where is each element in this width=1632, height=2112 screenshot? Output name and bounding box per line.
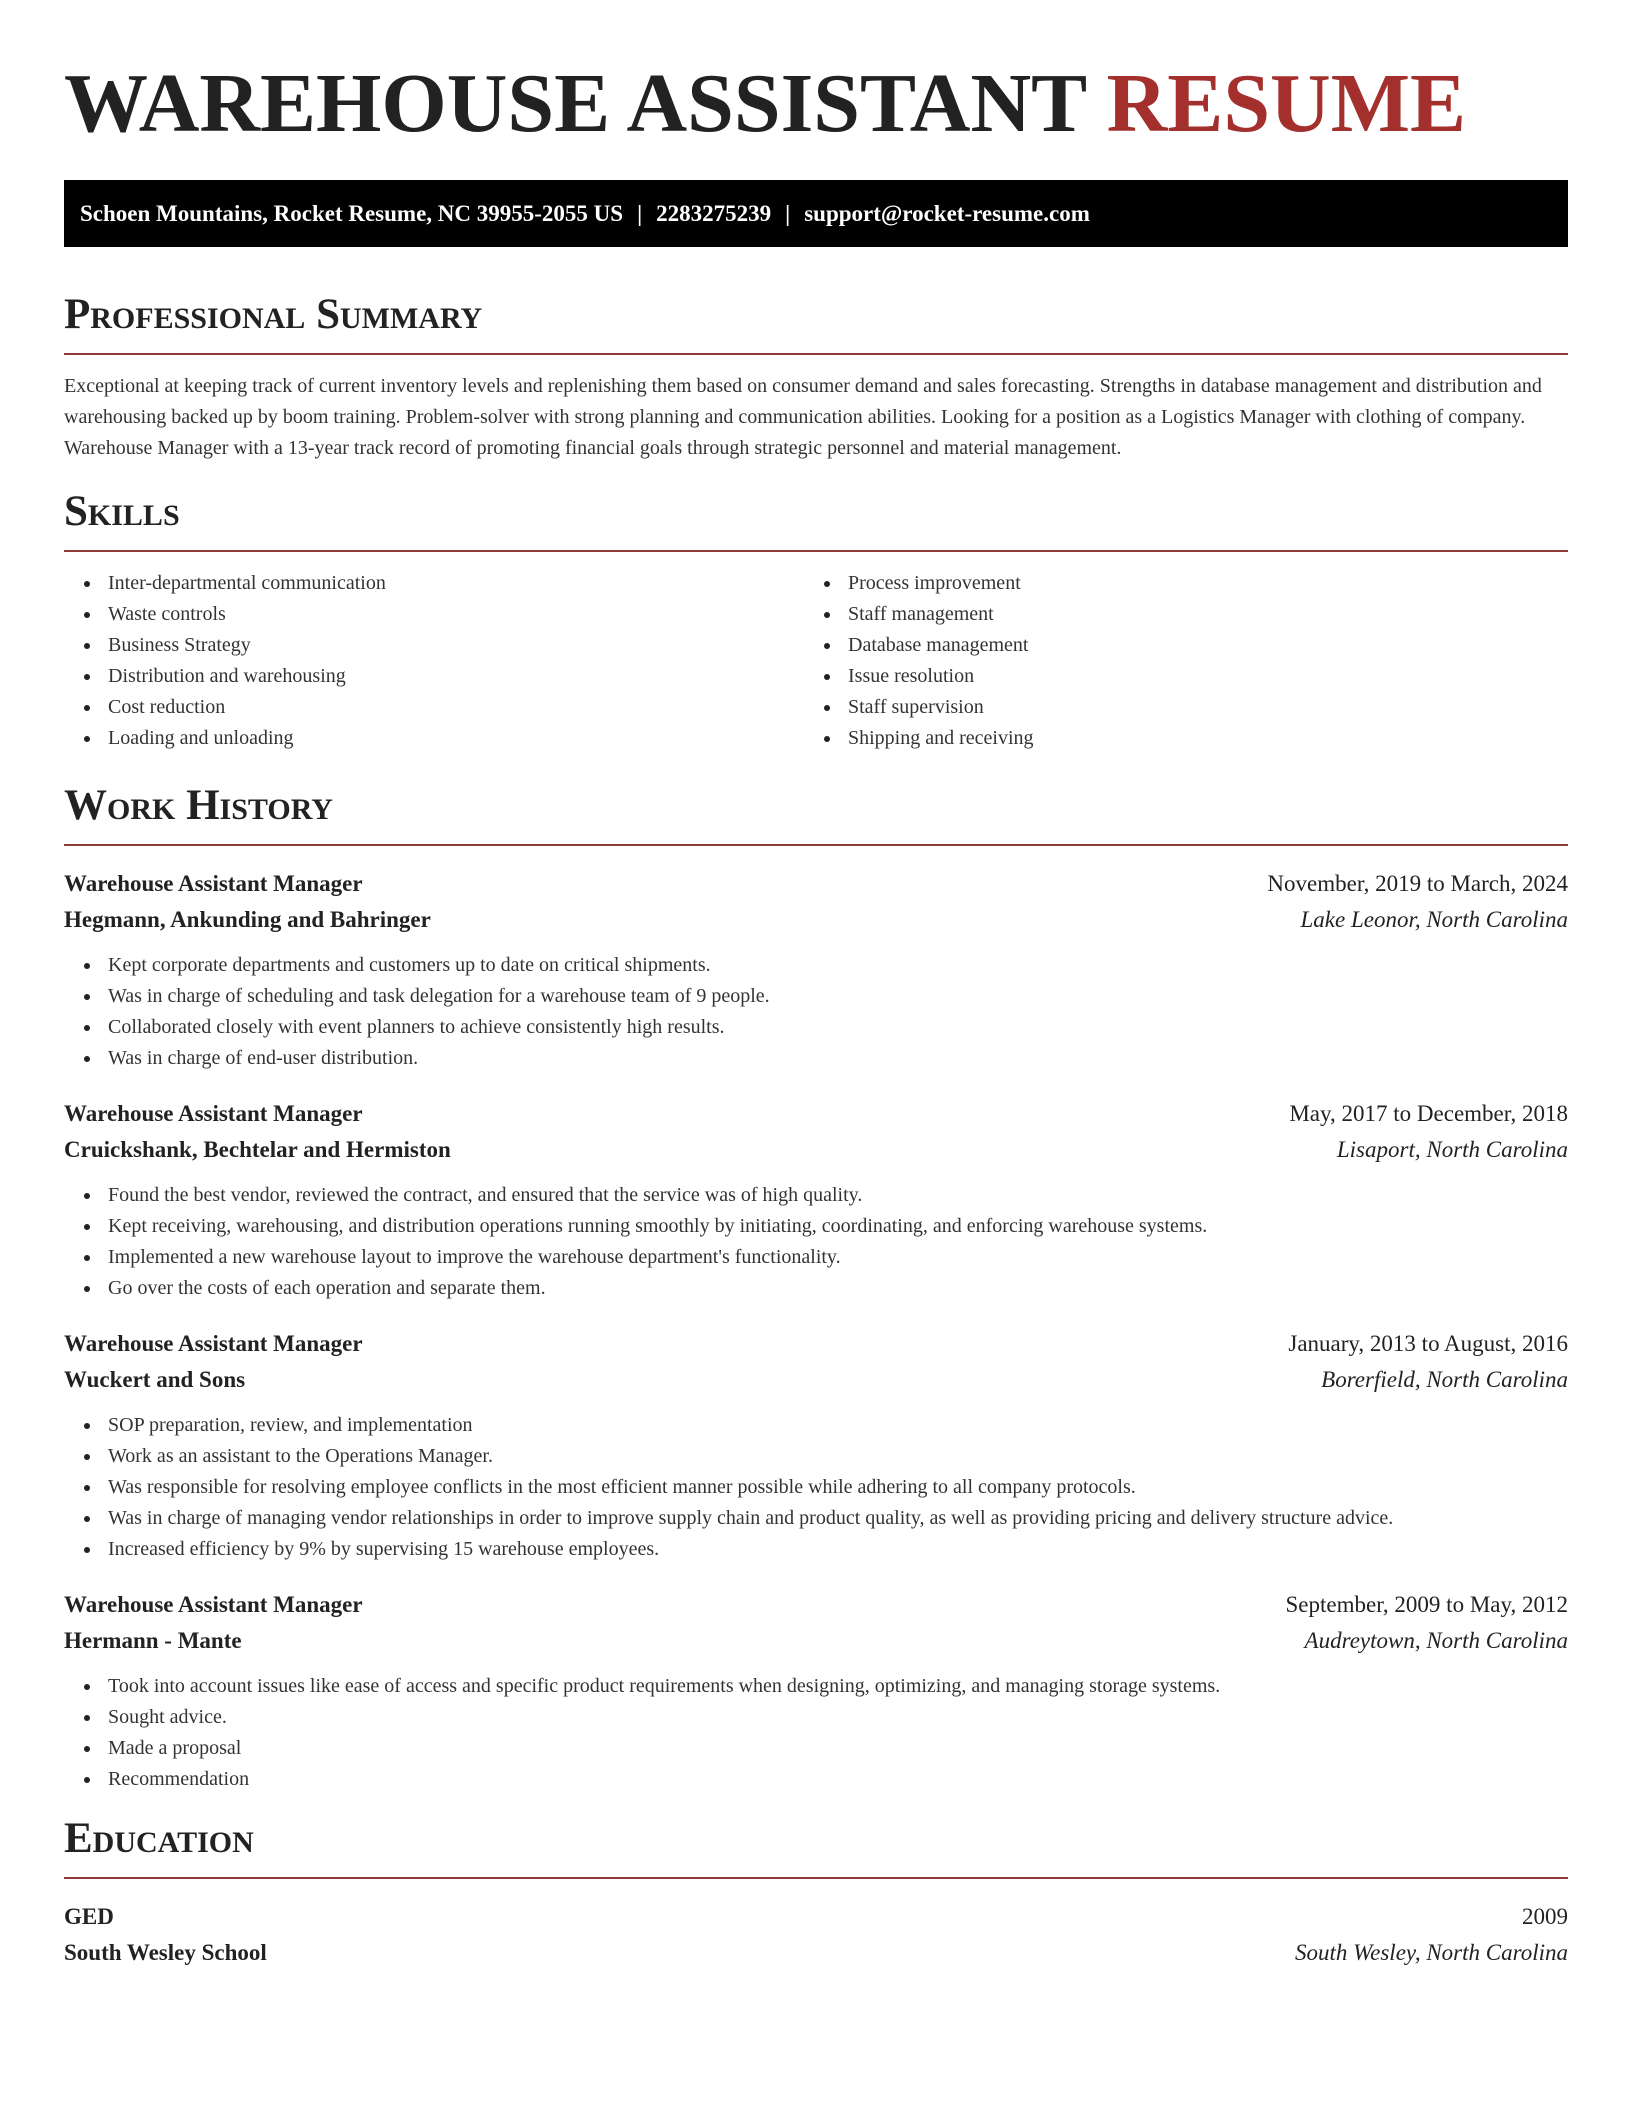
education-location: South Wesley, North Carolina [1294,1940,1568,1965]
education-school: South Wesley School [64,1940,267,1965]
job-bullets [64,950,1568,1074]
title-accent: RESUME [1106,57,1467,150]
education-year: 2009 [1522,1904,1568,1929]
job-bullets [64,1671,1568,1795]
job-bullet: Collaborated closely with event planners to achieve consistently high results. [64,1012,1568,1043]
job-title: Warehouse Assistant Manager [64,1101,363,1126]
skill-item: Distribution and warehousing [64,661,804,692]
job-bullet: Was in charge of end-user distribution. [64,1043,1568,1074]
job-entry [64,866,1568,1074]
job-company-row [64,1132,1568,1168]
job-bullet: Took into account issues like ease of access and specific product requirements when designing, optimizing, and managing storage systems. [64,1671,1568,1702]
education-entry [64,1899,1568,1971]
job-bullet: Go over the costs of each operation and separate them. [64,1273,1568,1304]
skill-item: Database management [804,630,1544,661]
job-title-row [64,1096,1568,1132]
job-entry [64,1587,1568,1795]
job-bullet: Recommendation [64,1764,1568,1795]
job-bullet: Was in charge of managing vendor relationships in order to improve supply chain and product quality, as well as providing pricing and delivery structure advice. [64,1503,1568,1534]
job-location: Lake Leonor, North Carolina [1300,907,1568,932]
job-location: Borerfield, North Carolina [1321,1367,1568,1392]
education-degree-row [64,1899,1568,1935]
job-bullet: Kept receiving, warehousing, and distribution operations running smoothly by initiating, coordinating, and enforcing warehouse systems. [64,1211,1568,1242]
title-main: WAREHOUSE ASSISTANT [64,57,1086,150]
skill-item: Business Strategy [64,630,804,661]
skill-item: Inter-departmental communication [64,568,804,599]
job-title-row [64,1587,1568,1623]
contact-address: Schoen Mountains, Rocket Resume, NC 39955-2055 US [80,201,624,226]
job-bullet: Was responsible for resolving employee conflicts in the most efficient manner possible while adhering to all company protocols. [64,1472,1568,1503]
job-dates: May, 2017 to December, 2018 [1289,1101,1568,1126]
skill-item: Process improvement [804,568,1544,599]
job-dates: November, 2019 to March, 2024 [1267,871,1568,896]
job-company: Cruickshank, Bechtelar and Hermiston [64,1137,451,1162]
job-title-row [64,1326,1568,1362]
education-school-row [64,1935,1568,1971]
summary-section [64,291,1568,464]
resume-page [64,0,1568,1971]
job-bullets [64,1180,1568,1304]
skill-item: Issue resolution [804,661,1544,692]
job-location: Audreytown, North Carolina [1304,1628,1568,1653]
job-bullet: Sought advice. [64,1702,1568,1733]
job-dates: January, 2013 to August, 2016 [1288,1331,1568,1356]
job-title: Warehouse Assistant Manager [64,1331,363,1356]
job-bullet: Implemented a new warehouse layout to improve the warehouse department's functionality. [64,1242,1568,1273]
job-location: Lisaport, North Carolina [1336,1137,1568,1162]
job-company-row [64,1362,1568,1398]
job-bullet: Kept corporate departments and customers up to date on critical shipments. [64,950,1568,981]
job-bullet: Increased efficiency by 9% by supervising 15 warehouse employees. [64,1534,1568,1565]
job-title: Warehouse Assistant Manager [64,1592,363,1617]
job-company-row [64,1623,1568,1659]
job-bullets [64,1410,1568,1565]
skill-item: Loading and unloading [64,723,804,754]
contact-bar [64,180,1568,247]
skill-item: Cost reduction [64,692,804,723]
skills-right-list [804,568,1544,754]
skills-heading: Skills [64,488,1568,552]
skill-item: Shipping and receiving [804,723,1544,754]
job-title-row [64,866,1568,902]
summary-text: Exceptional at keeping track of current inventory levels and replenishing them based on consumer demand and sales forecasting. Strengths in database management and distribution and warehousing backed up by boom training. Problem-solver with strong planning and communication abilities. Looking for a position as a Logistics Manager with clothing of company. Warehouse Manager with a 13-year track record of promoting financial goals through strategic personnel and material management. [64,375,1542,459]
jobs-list [64,866,1568,1795]
job-title: Warehouse Assistant Manager [64,871,363,896]
job-company: Hegmann, Ankunding and Bahringer [64,907,431,932]
resume-title [64,58,1568,150]
education-degree: GED [64,1904,114,1929]
contact-separator: | [785,201,791,226]
contact-email: support@rocket-resume.com [804,201,1090,226]
education-section [64,1815,1568,1971]
job-bullet: Found the best vendor, reviewed the contract, and ensured that the service was of high quality. [64,1180,1568,1211]
job-company-row [64,902,1568,938]
job-dates: September, 2009 to May, 2012 [1285,1592,1568,1617]
skill-item: Staff supervision [804,692,1544,723]
skills-left-list [64,568,804,754]
job-bullet: SOP preparation, review, and implementation [64,1410,1568,1441]
contact-separator: | [637,201,643,226]
job-bullet: Was in charge of scheduling and task delegation for a warehouse team of 9 people. [64,981,1568,1012]
skills-section [64,488,1568,754]
job-entry [64,1096,1568,1304]
work-history-section [64,782,1568,1795]
job-company: Wuckert and Sons [64,1367,246,1392]
education-heading: Education [64,1815,1568,1879]
job-company: Hermann - Mante [64,1628,242,1653]
job-entry [64,1326,1568,1565]
summary-heading: Professional Summary [64,291,1568,355]
skill-item: Staff management [804,599,1544,630]
job-bullet: Work as an assistant to the Operations Manager. [64,1441,1568,1472]
skills-columns [64,568,1568,754]
work-history-heading: Work History [64,782,1568,846]
contact-phone: 2283275239 [656,201,772,226]
job-bullet: Made a proposal [64,1733,1568,1764]
skill-item: Waste controls [64,599,804,630]
